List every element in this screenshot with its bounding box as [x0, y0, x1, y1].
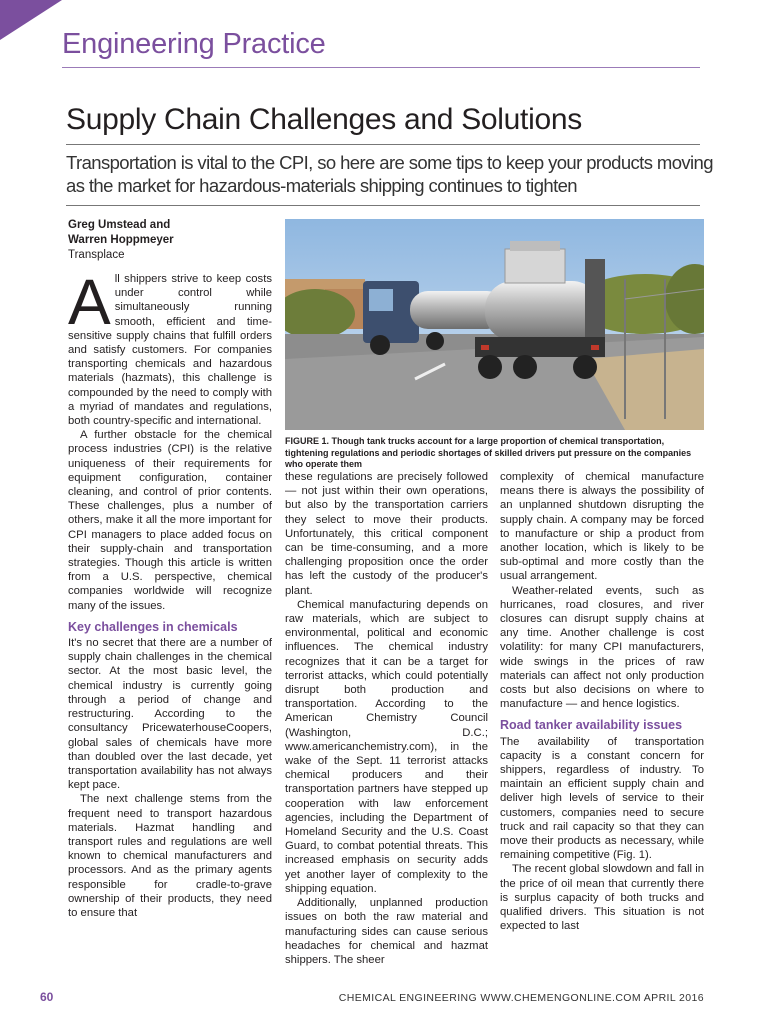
footer-publication: CHEMICAL ENGINEERING WWW.CHEMENGONLINE.COM APRIL 2016: [338, 992, 704, 1004]
paragraph-4: The next challenge stems from the frequent need to transport hazardous materials. Hazmat handling and transport rules and regulations are well known to chemical manufacturers and processors. And as the primary agents responsible for cradle-to-grave ownership of their products, they need to ensure that: [68, 793, 272, 919]
figure-1-caption: [285, 436, 704, 471]
paragraph-7: Additionally, unplanned production issues on both the raw material and manufacturing sides can cause serious headaches for chemical and hazmat shippers. The sheer: [285, 897, 488, 966]
page-number: 60: [40, 990, 54, 1004]
paragraph-1-text: ll shippers strive to keep costs under control while simultaneously running smooth, efficient and time-sensitive supply chains that fulfill orders and satisfy customers. For companies transporting chemicals and hazardous materials (hazmats), this challenge is compounded by the need to comply with a myriad of mandates and regulations, both country-specific and international.: [68, 273, 272, 428]
tank-truck-illustration: [285, 219, 704, 430]
paragraph-10: The availability of transportation capacity is a constant concern for shippers, regardless of industry. To maintain an efficient supply chain and deliver high levels of service to their customers, companies need to secure truck and rail capacity so that they can move their products as necessary, while remaining competitive (Fig. 1).: [500, 735, 704, 862]
drop-cap: A: [68, 272, 111, 338]
subhead-road-tanker: Road tanker availability issues: [500, 718, 683, 733]
figure-1-photo-tank-trucks: [285, 219, 704, 430]
figure-label: FIGURE 1.: [285, 436, 330, 446]
section-rule: [62, 67, 700, 68]
paragraph-8: complexity of chemical manufacture means there is always the possibility of an unplanned shutdown disrupting the supply chain. A company may be forced to manufacture or ship a product from another location, which is likely to be sub-optimal and more costly than the usual arrangement.: [500, 471, 704, 583]
paragraph-5: these regulations are precisely followed — not just within their own operations, but also by the transportation carriers they select to move their products. Unfortunately, this critical component can be time-consuming, and a more challenging proposition once the order has left the custody of the producer's plant.: [285, 471, 488, 597]
paragraph-6: Chemical manufacturing depends on raw materials, which are subject to environmental, political and economic influences. The chemical industry recognizes that it can be a target for terrorist attacks, which could potentially disrupt both production and transportation. According to the American Chemistry Council (Washington, D.C.; www.americanchemistry.com), in the wake of the Sept. 11 terrorist attacks chemical producers and their transportation partners have stepped up cooperation with law enforcement agencies, including the Department of Homeland Security and the U.S. Coast Guard, to combat potential threats. This increased emphasis on security adds yet another layer of complexity to the shipping equation.: [285, 598, 488, 895]
article-deck: Transportation is vital to the CPI, so here are some tips to keep your products moving as the market for hazardous-materials shipping continues to tighten: [66, 152, 713, 196]
column-2: [285, 470, 488, 1002]
column-1: [68, 272, 272, 1002]
paragraph-11: The recent global slowdown and fall in the price of oil mean that currently there is surplus capacity of both trucks and qualified drivers. This situation is not expected to last: [500, 863, 704, 933]
article-title: Supply Chain Challenges and Solutions: [66, 103, 582, 136]
paragraph-2: A further obstacle for the chemical process industries (CPI) is the relative uniqueness of their requirements for equipment configuration, container cleaning, and control of prior contents. These challenges, plus a number of others, make it all the more important for CPI managers to place added focus on their supply-chain and transportation strategies. Though this article is written from a U.S. perspective, chemical companies worldwide will recognize many of the issues.: [68, 429, 272, 612]
author-line-2: Warren Hoppmeyer: [68, 234, 174, 246]
figure-caption-text: Though tank trucks account for a large proportion of chemical transportation, tightening regulations and periodic shortages of skilled drivers put pressure on the companies who operate them: [285, 436, 692, 469]
column-3: [500, 470, 704, 1002]
byline: [68, 218, 278, 263]
subhead-key-challenges: Key challenges in chemicals: [68, 619, 238, 634]
paragraph-3: It's no secret that there are a number of supply chain challenges in the chemical sector. At the most basic level, the chemical industry is currently going through a period of change and restructuring. According to the consultancy PricewaterhouseCoopers, global sales of chemicals have more than doubled over the last decade, yet transportation availability has not always kept pace.: [68, 637, 272, 792]
deck-rule: [66, 205, 700, 206]
paragraph-9: Weather-related events, such as hurricanes, road closures, and river closures can disrupt supply chains at any time. Another challenge is cost volatility: for many CPI manufacturers, wide swings in the prices of raw materials can affect not only production costs but also decisions on where to manufacture — and hence logistics.: [500, 584, 704, 711]
author-line-1: Greg Umstead and: [68, 219, 171, 231]
author-affiliation: Transplace: [68, 249, 125, 261]
section-title: Engineering Practice: [62, 28, 326, 60]
paragraph-intro: [68, 272, 272, 428]
corner-tab-decoration: [0, 0, 62, 40]
title-rule: [66, 144, 700, 145]
